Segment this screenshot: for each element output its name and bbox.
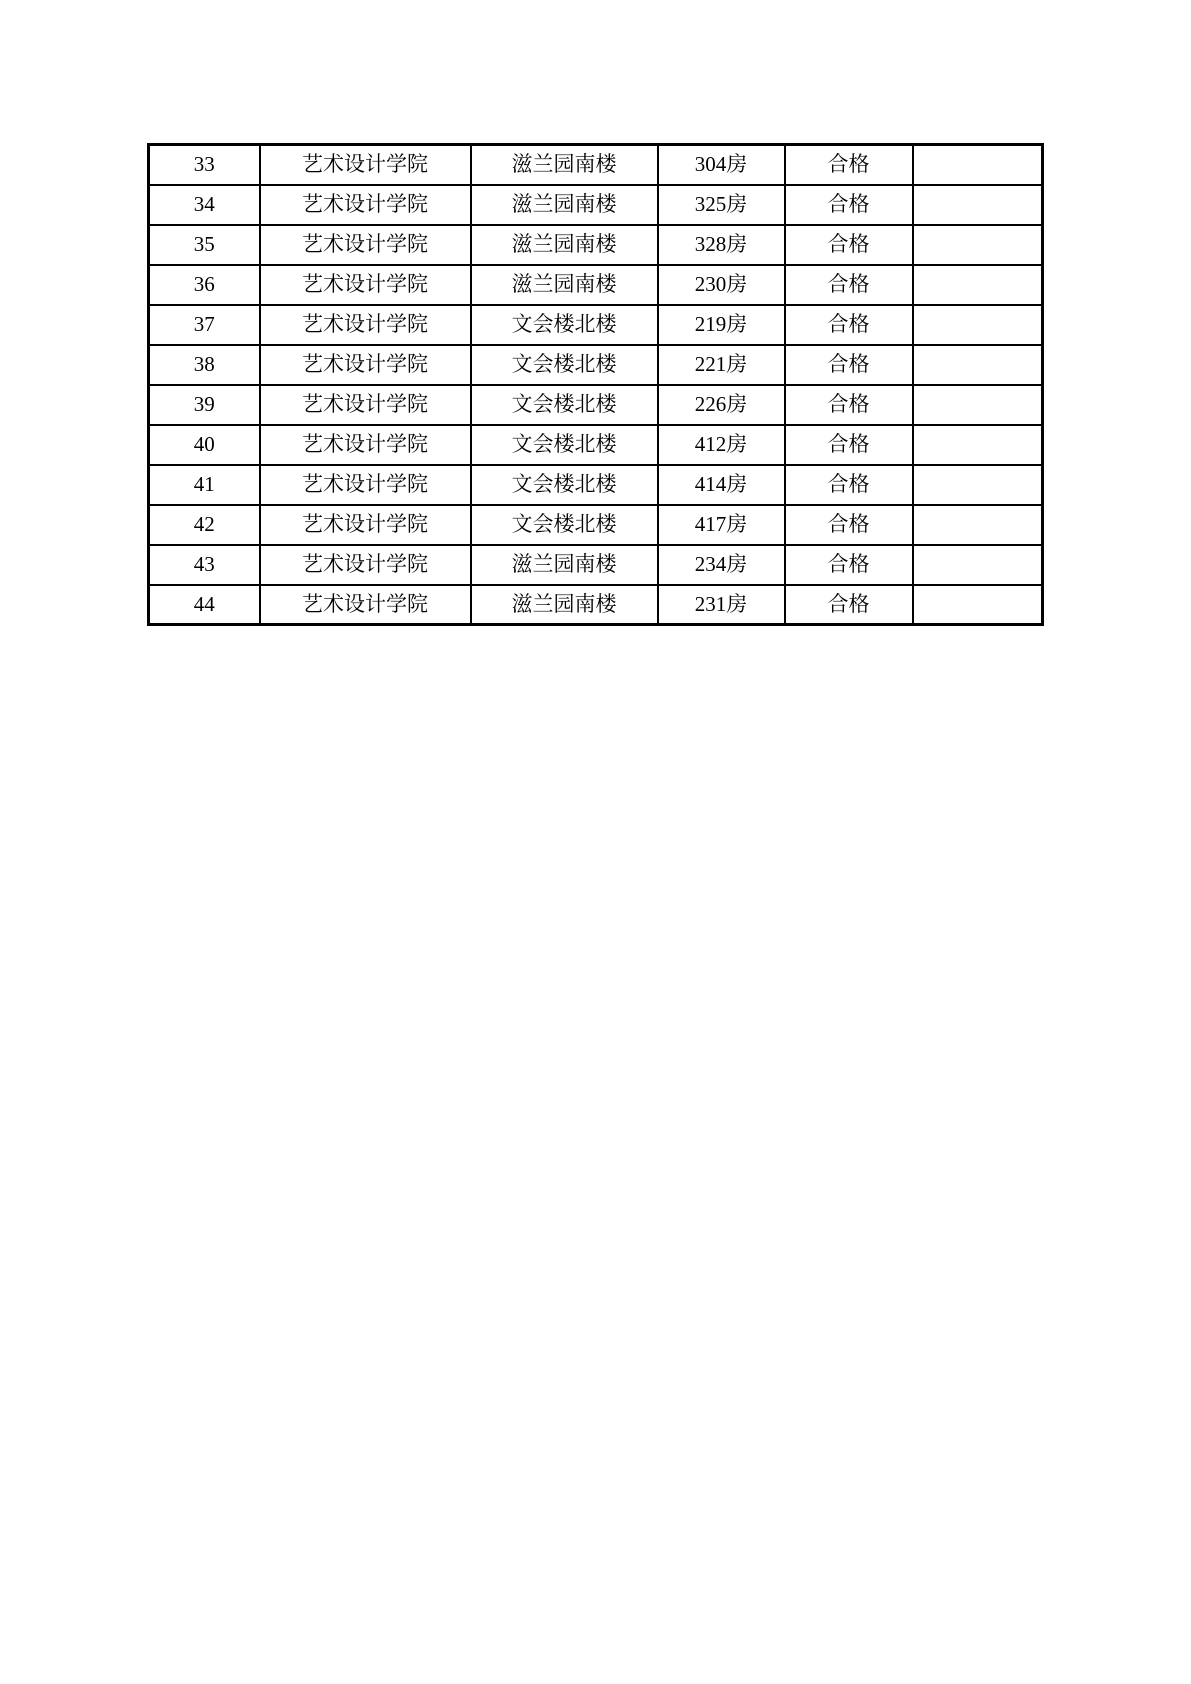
cell-room: 304房 <box>658 145 785 185</box>
cell-room: 325房 <box>658 185 785 225</box>
cell-college: 艺术设计学院 <box>260 305 471 345</box>
inspection-result-table <box>147 143 1044 626</box>
cell-note <box>913 225 1043 265</box>
cell-result: 合格 <box>785 505 913 545</box>
cell-college: 艺术设计学院 <box>260 145 471 185</box>
cell-room: 230房 <box>658 265 785 305</box>
cell-college: 艺术设计学院 <box>260 465 471 505</box>
cell-building: 滋兰园南楼 <box>471 585 658 625</box>
cell-result: 合格 <box>785 425 913 465</box>
table-row <box>149 145 1043 185</box>
cell-college: 艺术设计学院 <box>260 185 471 225</box>
cell-building: 文会楼北楼 <box>471 505 658 545</box>
cell-row-number: 40 <box>149 425 260 465</box>
cell-building: 文会楼北楼 <box>471 465 658 505</box>
table-row <box>149 265 1043 305</box>
cell-note <box>913 385 1043 425</box>
cell-note <box>913 545 1043 585</box>
cell-room: 412房 <box>658 425 785 465</box>
cell-building: 文会楼北楼 <box>471 305 658 345</box>
cell-result: 合格 <box>785 225 913 265</box>
cell-college: 艺术设计学院 <box>260 425 471 465</box>
cell-result: 合格 <box>785 345 913 385</box>
cell-room: 219房 <box>658 305 785 345</box>
cell-note <box>913 585 1043 625</box>
table-row <box>149 425 1043 465</box>
cell-college: 艺术设计学院 <box>260 265 471 305</box>
cell-building: 文会楼北楼 <box>471 385 658 425</box>
cell-result: 合格 <box>785 585 913 625</box>
cell-row-number: 39 <box>149 385 260 425</box>
cell-building: 滋兰园南楼 <box>471 145 658 185</box>
cell-row-number: 41 <box>149 465 260 505</box>
cell-result: 合格 <box>785 145 913 185</box>
table-row <box>149 385 1043 425</box>
table-row <box>149 185 1043 225</box>
cell-note <box>913 465 1043 505</box>
cell-college: 艺术设计学院 <box>260 225 471 265</box>
cell-college: 艺术设计学院 <box>260 345 471 385</box>
cell-result: 合格 <box>785 545 913 585</box>
table-row <box>149 465 1043 505</box>
cell-result: 合格 <box>785 265 913 305</box>
cell-row-number: 35 <box>149 225 260 265</box>
cell-building: 文会楼北楼 <box>471 425 658 465</box>
cell-college: 艺术设计学院 <box>260 585 471 625</box>
table-row <box>149 345 1043 385</box>
table-row <box>149 585 1043 625</box>
cell-result: 合格 <box>785 185 913 225</box>
cell-room: 414房 <box>658 465 785 505</box>
cell-room: 231房 <box>658 585 785 625</box>
cell-note <box>913 185 1043 225</box>
table-row <box>149 545 1043 585</box>
table-body <box>149 145 1043 625</box>
table-row <box>149 505 1043 545</box>
cell-row-number: 33 <box>149 145 260 185</box>
cell-result: 合格 <box>785 385 913 425</box>
cell-room: 417房 <box>658 505 785 545</box>
cell-note <box>913 305 1043 345</box>
cell-room: 234房 <box>658 545 785 585</box>
cell-building: 滋兰园南楼 <box>471 265 658 305</box>
cell-building: 滋兰园南楼 <box>471 225 658 265</box>
cell-note <box>913 145 1043 185</box>
cell-college: 艺术设计学院 <box>260 385 471 425</box>
cell-row-number: 34 <box>149 185 260 225</box>
cell-room: 221房 <box>658 345 785 385</box>
cell-result: 合格 <box>785 305 913 345</box>
cell-row-number: 42 <box>149 505 260 545</box>
cell-row-number: 44 <box>149 585 260 625</box>
cell-building: 滋兰园南楼 <box>471 545 658 585</box>
cell-room: 328房 <box>658 225 785 265</box>
cell-college: 艺术设计学院 <box>260 545 471 585</box>
cell-note <box>913 505 1043 545</box>
cell-result: 合格 <box>785 465 913 505</box>
cell-note <box>913 265 1043 305</box>
cell-row-number: 37 <box>149 305 260 345</box>
cell-room: 226房 <box>658 385 785 425</box>
cell-college: 艺术设计学院 <box>260 505 471 545</box>
cell-row-number: 36 <box>149 265 260 305</box>
cell-building: 滋兰园南楼 <box>471 185 658 225</box>
table-row <box>149 225 1043 265</box>
cell-building: 文会楼北楼 <box>471 345 658 385</box>
table-row <box>149 305 1043 345</box>
cell-note <box>913 425 1043 465</box>
cell-note <box>913 345 1043 385</box>
cell-row-number: 38 <box>149 345 260 385</box>
cell-row-number: 43 <box>149 545 260 585</box>
